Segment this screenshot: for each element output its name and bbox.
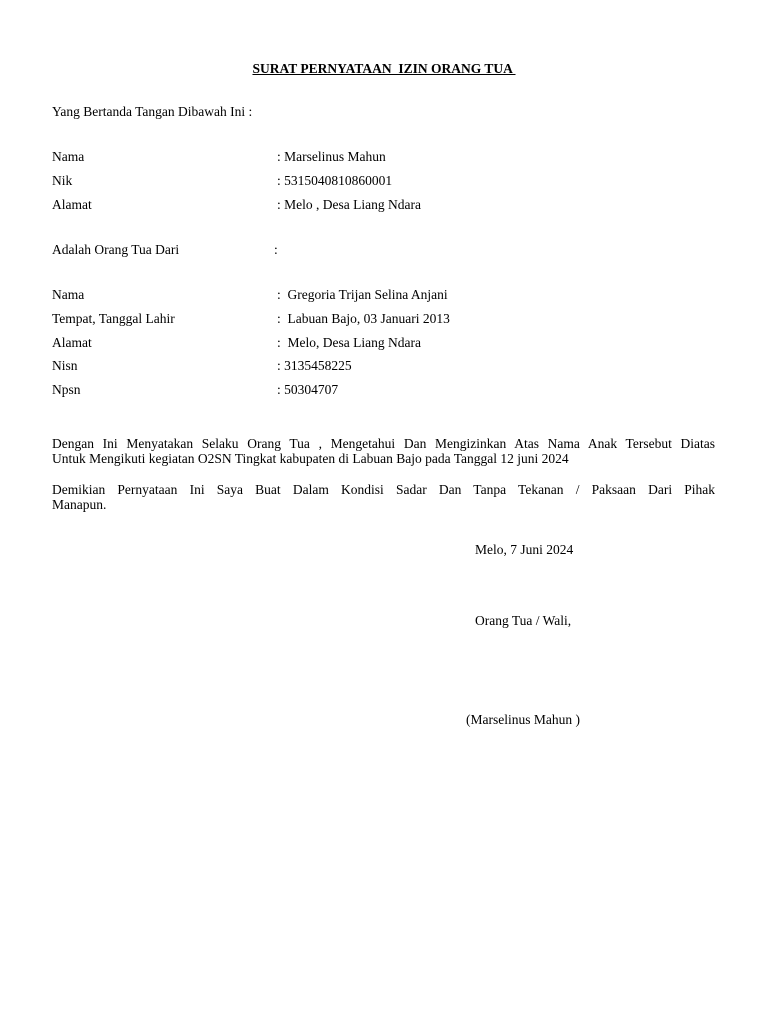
child-name-value: : Gregoria Trijan Selina Anjani — [277, 287, 448, 302]
child-address-value: : Melo, Desa Liang Ndara — [277, 335, 421, 350]
child-name-label: Nama — [52, 287, 85, 302]
signature-place-date: Melo, 7 Juni 2024 — [475, 542, 574, 557]
document-title: SURAT PERNYATAAN IZIN ORANG TUA — [252, 61, 516, 76]
parent-address-value: : Melo , Desa Liang Ndara — [277, 197, 421, 212]
parent-nik-value: : 5315040810860001 — [277, 173, 393, 188]
child-nisn-label: Nisn — [52, 358, 78, 373]
closing-line-2: Manapun. — [52, 497, 107, 512]
child-birth-label: Tempat, Tanggal Lahir — [52, 311, 175, 326]
parent-address-label: Alamat — [52, 197, 92, 212]
statement-paragraph — [52, 436, 715, 466]
closing-paragraph — [52, 482, 715, 512]
child-npsn-value: : 50304707 — [277, 382, 339, 397]
signature-role: Orang Tua / Wali, — [475, 613, 572, 628]
intro-text: Yang Bertanda Tangan Dibawah Ini : — [52, 104, 253, 119]
statement-line-1: Dengan Ini Menyatakan Selaku Orang Tua , Mengetahui Dan Mengizinkan Atas Nama Anak Tersebut Diatas — [52, 436, 715, 451]
child-npsn-label: Npsn — [52, 382, 81, 397]
child-heading-colon: : — [274, 242, 278, 257]
child-nisn-value: : 3135458225 — [277, 358, 352, 373]
parent-name-label: Nama — [52, 149, 85, 164]
child-birth-value: : Labuan Bajo, 03 Januari 2013 — [277, 311, 450, 326]
parent-nik-label: Nik — [52, 173, 73, 188]
parent-name-value: : Marselinus Mahun — [277, 149, 386, 164]
statement-line-2: Untuk Mengikuti kegiatan O2SN Tingkat kabupaten di Labuan Bajo pada Tanggal 12 juni 2024 — [52, 451, 569, 466]
closing-line-1: Demikian Pernyataan Ini Saya Buat Dalam Kondisi Sadar Dan Tanpa Tekanan / Paksaan Dari Pihak — [52, 482, 715, 497]
child-address-label: Alamat — [52, 335, 92, 350]
child-heading-label: Adalah Orang Tua Dari — [52, 242, 180, 257]
signature-name: (Marselinus Mahun ) — [466, 712, 580, 727]
